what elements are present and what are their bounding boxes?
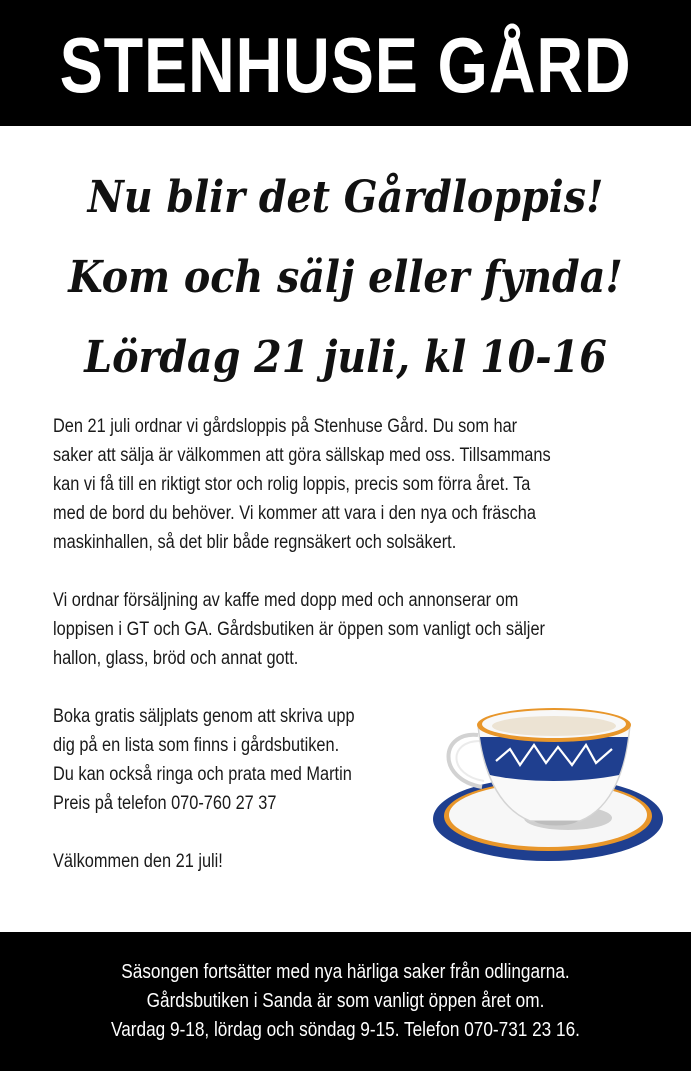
footer-line-3: Vardag 9-18, lördag och söndag 9-15. Telefon 070-731 23 16. [111,1019,580,1041]
text-line: hallon, glass, bröd och annat gott. [53,648,299,669]
paragraph-closing [53,847,423,876]
coffee-cup-icon [430,695,670,865]
headline-line-1: Nu blir det Gårdloppis! [87,172,604,223]
text-line: kan vi få till en riktigt stor och rolig loppis, precis som förra året. Ta [53,474,531,495]
paragraph-coffee [53,586,653,673]
headline [0,158,691,398]
footer-banner [0,932,691,1071]
footer-line-1: Säsongen fortsätter med nya härliga saker från odlingarna. [121,961,570,983]
welcome-text: Välkommen den 21 juli! [53,851,223,872]
headline-line-2: Kom och sälj eller fynda! [68,252,623,303]
paragraph-intro [53,412,653,557]
text-line: Boka gratis säljplats genom att skriva upp [53,706,355,727]
masthead-banner [0,0,691,126]
text-line: Vi ordnar försäljning av kaffe med dopp med och annonserar om [53,590,519,611]
text-line: loppisen i GT och GA. Gårdsbutiken är öppen som vanligt och säljer [53,619,545,640]
text-line: Preis på telefon 070-760 27 37 [53,793,277,814]
text-line: med de bord du behöver. Vi kommer att vara i den nya och fräscha [53,503,536,524]
text-line: dig på en lista som finns i gårdsbutiken. [53,735,340,756]
headline-line-3: Lördag 21 juli, kl 10-16 [84,332,607,383]
text-line: maskinhallen, så det blir både regnsäkert och solsäkert. [53,532,457,553]
text-line: Den 21 juli ordnar vi gårdsloppis på Stenhuse Gård. Du som har [53,416,518,437]
footer-line-2: Gårdsbutiken i Sanda är som vanligt öppen året om. [146,990,545,1012]
paragraph-booking [53,702,423,818]
text-line: saker att sälja är välkommen att göra sällskap med oss. Tillsammans [53,445,551,466]
text-line: Du kan också ringa och prata med Martin [53,764,352,785]
farm-name-title: STENHUSE GÅRD [59,21,632,109]
